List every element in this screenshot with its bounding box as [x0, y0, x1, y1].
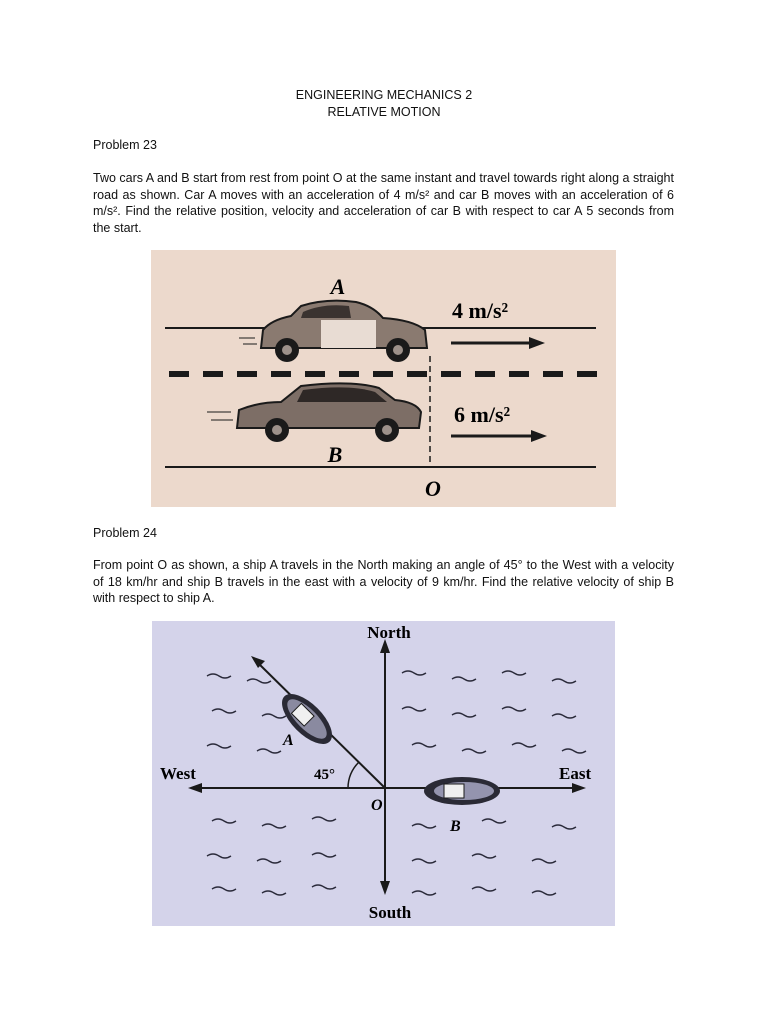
ship-a-label: A [283, 732, 294, 749]
car-b-icon [207, 383, 421, 442]
ship-b-icon [424, 777, 500, 805]
problem-24-text: From point O as shown, a ship A travels in the North making an angle of 45° to the West with a velocity of 18 km/hr and ship B travels in the east with a velocity of 9 km/hr. Find the relative velocity of ship B with respect to ship A. [93, 558, 674, 605]
angle-label: 45° [314, 767, 335, 783]
cars-diagram [151, 250, 616, 507]
cars-figure [151, 250, 616, 507]
document-title: ENGINEERING MECHANICS 2 [295, 88, 473, 102]
origin-label: O [371, 797, 383, 814]
origin-label: O [425, 476, 441, 501]
ship-b-label: B [450, 818, 461, 835]
car-b-label: B [327, 442, 343, 467]
compass-axes [188, 639, 586, 895]
document-subtitle: RELATIVE MOTION [327, 105, 441, 119]
south-label: South [368, 903, 412, 922]
ships-figure [152, 621, 615, 926]
east-label: East [559, 764, 592, 783]
problem-24-heading: Problem 24 [93, 526, 157, 540]
car-a-label: A [330, 274, 346, 299]
problem-23-heading: Problem 23 [93, 138, 157, 152]
arrow-a-icon [451, 337, 545, 349]
car-a-icon [239, 301, 427, 362]
problem-23-text: Two cars A and B start from rest from point O at the same instant and travel towards right along a straight road as shown. Car A moves with an acceleration of 4 m/s² and car B moves with an acceleration of 6 m/s². Find the relative position, velocity and acceleration of car B with respect to car A 5 seconds from the start. [93, 171, 674, 235]
accel-b-label: 6 m/s² [454, 402, 511, 427]
north-label: North [367, 623, 411, 642]
accel-a-label: 4 m/s² [452, 298, 509, 323]
water-waves [207, 671, 586, 895]
west-label: West [160, 764, 196, 783]
ships-diagram [152, 621, 615, 926]
arrow-b-icon [451, 430, 547, 442]
